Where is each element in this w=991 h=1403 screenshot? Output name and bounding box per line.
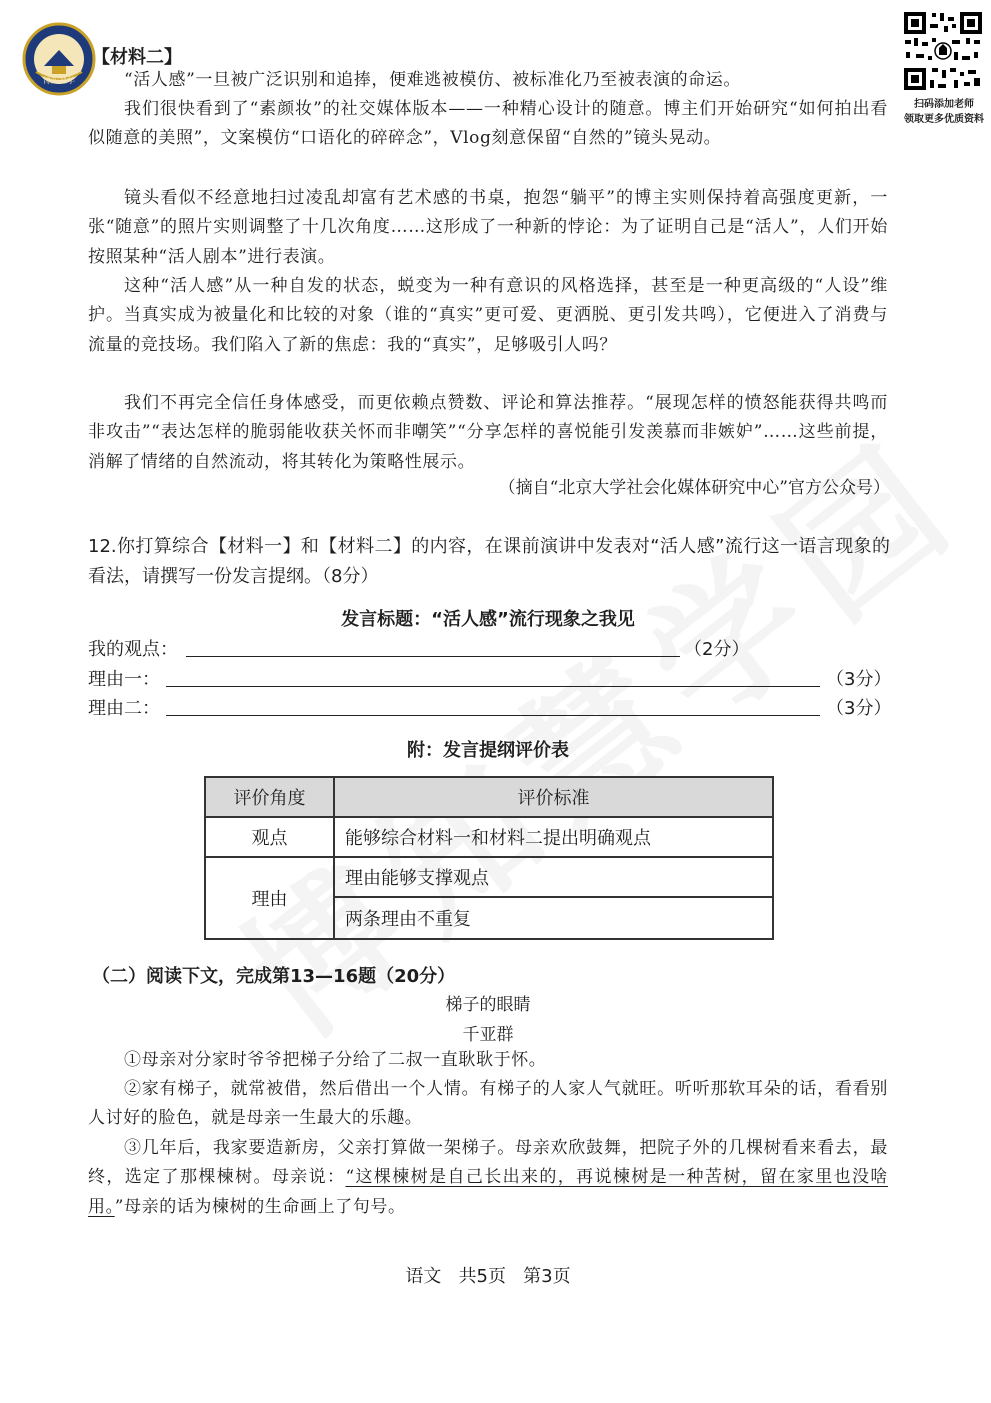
table-cell-criteria: 理由能够支撑观点 (334, 857, 773, 897)
material2-source: （摘自“北京大学社会化媒体研究中心”官方公众号） (498, 478, 890, 498)
reason2-score: （3分） (826, 698, 892, 719)
table-header-criteria: 评价标准 (334, 777, 773, 817)
material2-paragraph-1: “活人感”一旦被广泛识别和追捧，便难逃被模仿、被标准化乃至被表演的命运。 (124, 70, 741, 90)
reason1-score: （3分） (826, 669, 892, 690)
material2-heading: 【材料二】 (92, 47, 182, 68)
article-paragraph-2: ②家有梯子，就常被借，然后借出一个人情。有梯子的人家人气就旺。听听那软耳朵的话，看看别人讨好的脸色，就是母亲一生最大的乐趣。 (88, 1079, 888, 1129)
material2-paragraph-2: 我们很快看到了“素颜妆”的社交媒体版本——一种精心设计的随意。博主们开始研究“如何拍出看似随意的美照”，文案模仿“口语化的碎碎念”，Vlog刻意保留“自然的”镜头晃动。 (88, 99, 888, 149)
table-row (205, 857, 773, 897)
qr-caption-1: 扫码添加老师 (914, 99, 974, 110)
table-header-row (205, 777, 773, 817)
material2-paragraph-3: 镜头看似不经意地扫过凌乱却富有艺术感的书桌，抱怨“躺平”的博主实则保持着高强度更新，一张“随意”的照片实则调整了十几次角度……这形成了一种新的悖论：为了证明自己是“活人”，人们开始按照某种“活人剧本”进行表演。 (88, 188, 888, 267)
table-cell-criteria: 能够综合材料一和材料二提出明确观点 (334, 817, 773, 857)
article-paragraph-3 (88, 1134, 888, 1222)
speech-title: 发言标题：“活人感”流行现象之我见 (341, 609, 635, 630)
reason2-label: 理由二： (88, 698, 160, 719)
page-footer: 语文 共5页 第3页 (405, 1266, 571, 1287)
evaluation-table (204, 776, 774, 940)
section2-heading: （二）阅读下文，完成第13—16题（20分） (92, 966, 456, 987)
table-cell-angle: 理由 (205, 857, 334, 939)
viewpoint-score: （2分） (684, 639, 750, 660)
material2-paragraph-4: 这种“活人感”从一种自发的状态，蜕变为一种有意识的风格选择，甚至是一种更高级的“人设”维护。当真实成为被量化和比较的对象（谁的“真实”更可爱、更洒脱、更引发共鸣），它便进入了消费与流量的竞技场。我们陷入了新的焦虑：我的“真实”，足够吸引人吗？ (88, 276, 888, 355)
school-logo (22, 22, 96, 96)
viewpoint-answer-line[interactable] (186, 656, 680, 657)
article-author: 千亚群 (462, 1025, 514, 1045)
qr-code (902, 10, 984, 92)
qr-caption-2: 领取更多优质资料 (904, 114, 984, 125)
reason1-label: 理由一： (88, 669, 160, 690)
table-cell-angle: 观点 (205, 817, 334, 857)
table-row (205, 817, 773, 857)
question-12-text: 12.你打算综合【材料一】和【材料二】的内容，在课前演讲中发表对“活人感”流行这一语言现象的看法，请撰写一份发言提纲。（8分） (88, 536, 890, 587)
article-paragraph-3-end: ”母亲的话为楝树的生命画上了句号。 (114, 1196, 406, 1217)
logo-text: 博知慧学 (43, 76, 75, 85)
material2-paragraph-5: 我们不再完全信任身体感受，而更依赖点赞数、评论和算法推荐。“展现怎样的愤怒能获得共鸣而非攻击”“表达怎样的脆弱能收获关怀而非嘲笑”“分享怎样的喜悦能引发羡慕而非嫉妒”……这些前提，消解了情绪的自然流动，将其转化为策略性展示。 (88, 393, 888, 472)
reason1-answer-line[interactable] (166, 686, 820, 687)
table-header-angle: 评价角度 (205, 777, 334, 817)
viewpoint-label: 我的观点： (88, 639, 178, 660)
table-cell-criteria: 两条理由不重复 (334, 897, 773, 939)
article-title: 梯子的眼睛 (445, 995, 531, 1015)
appendix-title: 附：发言提纲评价表 (407, 740, 569, 761)
underlined-sentence: “这棵楝树是自己长出来的，再说楝树是一种苦树，留在家里也没啥用。 (88, 1167, 888, 1217)
reason2-answer-line[interactable] (166, 715, 820, 716)
article-paragraph-1: ①母亲对分家时爷爷把梯子分给了二叔一直耿耿于怀。 (124, 1050, 547, 1070)
article-paragraph-3-start: ③几年后，我家要造新房，父亲打算做一架梯子。母亲欢欣鼓舞，把院子外的几棵树看来看去，最终，选定了那棵楝树。母亲说： (88, 1138, 888, 1188)
